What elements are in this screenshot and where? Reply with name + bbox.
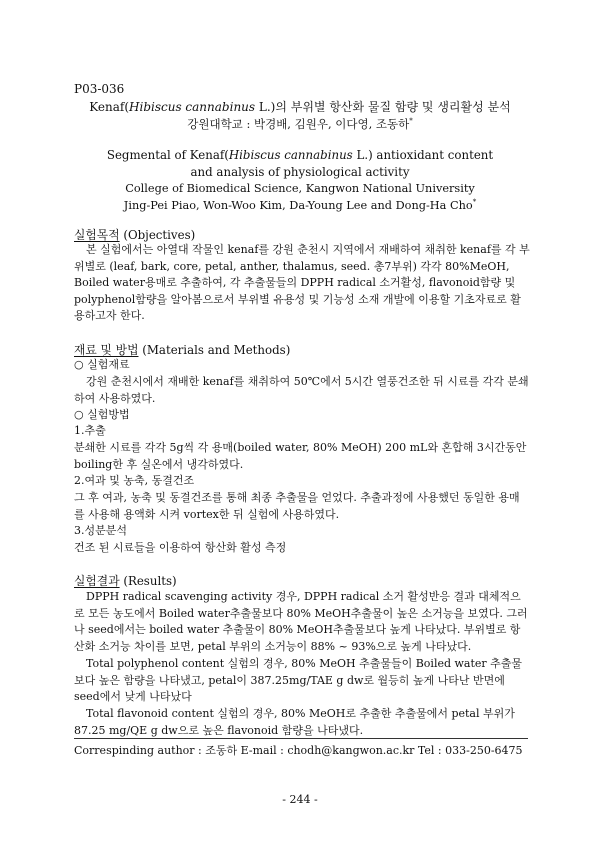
title-korean-prefix: Kenaf( — [89, 100, 130, 114]
title-english-suffix: L.) antioxidant content — [352, 148, 494, 162]
step3-text: 건조 된 시료들을 이용하여 항산화 활성 측정 — [74, 541, 287, 554]
title-english-prefix: Segmental of Kenaf( — [106, 148, 229, 162]
abstract-code: P03-036 — [74, 82, 125, 96]
authors-korean-text: 강원대학교 : 박경배, 김원우, 이다영, 조동하 — [187, 117, 410, 131]
materials-subheading: ○ 실험재료 — [74, 358, 130, 371]
results-heading-korean: 실험결과 — [74, 574, 120, 588]
methods-heading-korean: 재료 및 방법 — [74, 343, 139, 357]
title-korean — [0, 98, 600, 115]
step2-text: 그 후 여과, 농축 및 동결건조를 통해 최종 추출물을 얻었다. 추출과정에 사용했던 동일한 용매를 사용해 용액화 시켜 vortex한 뒤 실험에 사용하였다. — [74, 491, 520, 521]
authors-english-text: Jing-Pei Piao, Won-Woo Kim, Da-Young Lee and Dong-Ha Cho — [123, 198, 473, 212]
authors-english — [0, 198, 600, 212]
results-paragraph-2: Total polyphenol content 실험의 경우, 80% MeOH 추출물들이 Boiled water 추출물보다 높은 함량을 나타냈고, petal이 387.25mg/TAE g dw로 월등히 높게 나타난 반면에 seed에서 낮게 나타났다 — [74, 657, 523, 704]
objectives-heading-korean: 실험목적 — [74, 228, 120, 242]
step2-title: 2.여과 및 농축, 동결건조 — [74, 474, 195, 487]
title-english-line2: and analysis of physiological activity — [190, 165, 410, 179]
results-heading — [74, 572, 177, 589]
results-paragraph-3: Total flavonoid content 실험의 경우, 80% MeOH로 추출한 추출물에서 petal 부위가 87.25 mg/QE g dw으로 높은 flavonoid 함량을 나타냈다. — [74, 707, 515, 737]
results-heading-english: (Results) — [123, 574, 177, 588]
corresponding-asterisk-en: * — [472, 198, 477, 206]
materials-text: 강원 춘천시에서 재배한 kenaf를 채취하여 50℃에서 5시간 열풍건조한 뒤 시료를 각각 분쇄하여 사용하였다. — [74, 375, 529, 405]
methods-heading-english: (Materials and Methods) — [142, 343, 291, 357]
title-korean-suffix: L.)의 부위별 항산화 물질 함량 및 생리활성 분석 — [255, 100, 511, 114]
methods-subheading: ○ 실험방법 — [74, 408, 130, 421]
objectives-heading — [74, 226, 195, 243]
methods-heading — [74, 341, 290, 358]
authors-korean — [0, 116, 600, 132]
affiliation-english: College of Biomedical Science, Kangwon National University — [125, 182, 475, 195]
title-english-line1 — [0, 148, 600, 162]
step1-title: 1.추출 — [74, 424, 106, 437]
corresponding-author: Correspinding author : 조동하 E-mail : chodh@kangwon.ac.kr Tel : 033-250-6475 — [74, 744, 523, 757]
corresponding-asterisk: * — [409, 117, 413, 126]
objectives-heading-english: (Objectives) — [123, 228, 196, 242]
footer-divider — [74, 738, 528, 739]
objectives-text: 본 실험에서는 아열대 작물인 kenaf를 강원 춘천시 지역에서 재배하여 채취한 kenaf를 각 부위별로 (leaf, bark, core, petal, anther, thalamus, seed. 총7부위) 각각 80%MeOH, Boiled water용매로 추출하여, 각 추출물들의 DPPH radical 소거활성, flavonoid함량 및 polyphenol함량을 알아봄으로서 부위별 유용성 및 기능성 소재 개발에 이용할 기초자료로 활용하고자 한다. — [74, 243, 530, 323]
results-paragraph-1: DPPH radical scavenging activity 경우, DPPH radical 소거 활성반응 결과 대체적으로 모든 농도에서 Boiled water추출물보다 80% MeOH추출물이 높은 소거능을 보였다. 그러나 seed에서는 boiled water 추출물이 80% MeOH추출물보다 높게 나타났다. 부위별로 항산화 소거능 차이를 보면, petal 부위의 소거능이 88% ~ 93%으로 높게 나타났다. — [74, 590, 528, 653]
title-korean-scientific-name: Hibiscus cannabinus — [129, 100, 256, 114]
step3-title: 3.성분분석 — [74, 524, 127, 537]
title-english-scientific-name: Hibiscus cannabinus — [228, 148, 353, 162]
step1-text: 분쇄한 시료를 각각 5g씩 각 용매(boiled water, 80% MeOH) 200 mL와 혼합해 3시간동안 boiling한 후 실온에서 냉각하였다. — [74, 441, 527, 471]
page-number: - 244 - — [282, 793, 318, 806]
